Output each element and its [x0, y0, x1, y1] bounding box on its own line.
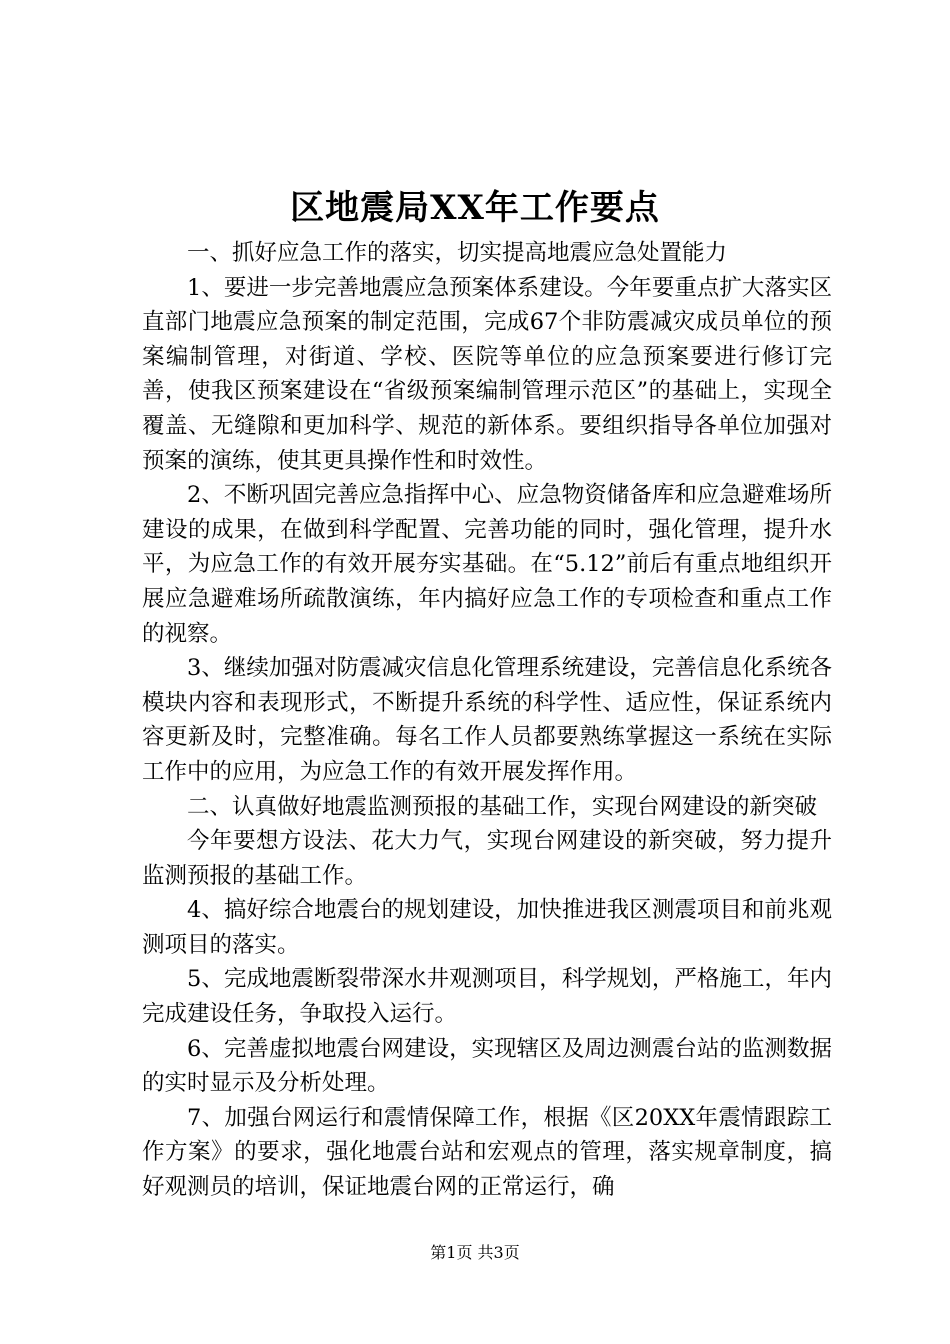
document-title: 区地震局XX年工作要点: [290, 188, 660, 228]
section-heading-1: 一、抓好应急工作的落实，切实提高地震应急处置能力: [187, 240, 728, 266]
page-number-footer: 第1页 共3页: [430, 1243, 520, 1262]
section-heading-2: 二、认真做好地震监测预报的基础工作，实现台网建设的新突破: [187, 793, 818, 820]
paragraph-item-1: 1、要进一步完善地震应急预案体系建设。今年要重点扩大落实区直部门地震应急预案的制定范围，完成67个非防震减灾成员单位的预案编制管理，对街道、学校、医院等单位的应急预案要进行修订完善，使我区预案建设在“省级预案编制管理示范区”的基础上，实现全覆盖、无缝隙和更加科学、规范的新体系。要组织指导各单位加强对预案的演练，使其更具操作性和时效性。: [142, 274, 832, 474]
paragraph-intro-2: 今年要想方设法、花大力气，实现台网建设的新突破，努力提升监测预报的基础工作。: [142, 828, 832, 889]
paragraph-item-7: 7、加强台网运行和震情保障工作，根据《区20XX年震情跟踪工作方案》的要求，强化地震台站和宏观点的管理，落实规章制度，搞好观测员的培训，保证地震台网的正常运行，确: [142, 1104, 832, 1201]
paragraph-item-4: 4、搞好综合地震台的规划建设，加快推进我区测震项目和前兆观测项目的落实。: [142, 897, 832, 958]
paragraph-item-3: 3、继续加强对防震减灾信息化管理系统建设，完善信息化系统各模块内容和表现形式，不断提升系统的科学性、适应性，保证系统内容更新及时，完整准确。每名工作人员都要熟练掌握这一系统在实际工作中的应用，为应急工作的有效开展发挥作用。: [142, 655, 832, 785]
paragraph-item-5: 5、完成地震断裂带深水井观测项目，科学规划，严格施工，年内完成建设任务，争取投入运行。: [142, 966, 832, 1028]
document-body: [142, 236, 832, 1205]
paragraph-item-6: 6、完善虚拟地震台网建设，实现辖区及周边测震台站的监测数据的实时显示及分析处理。: [142, 1035, 832, 1097]
paragraph-item-2: 2、不断巩固完善应急指挥中心、应急物资储备库和应急避难场所建设的成果，在做到科学配置、完善功能的同时，强化管理，提升水平，为应急工作的有效开展夯实基础。在“5.12”前后有重点地组织开展应急避难场所疏散演练，年内搞好应急工作的专项检查和重点工作的视察。: [142, 482, 832, 647]
